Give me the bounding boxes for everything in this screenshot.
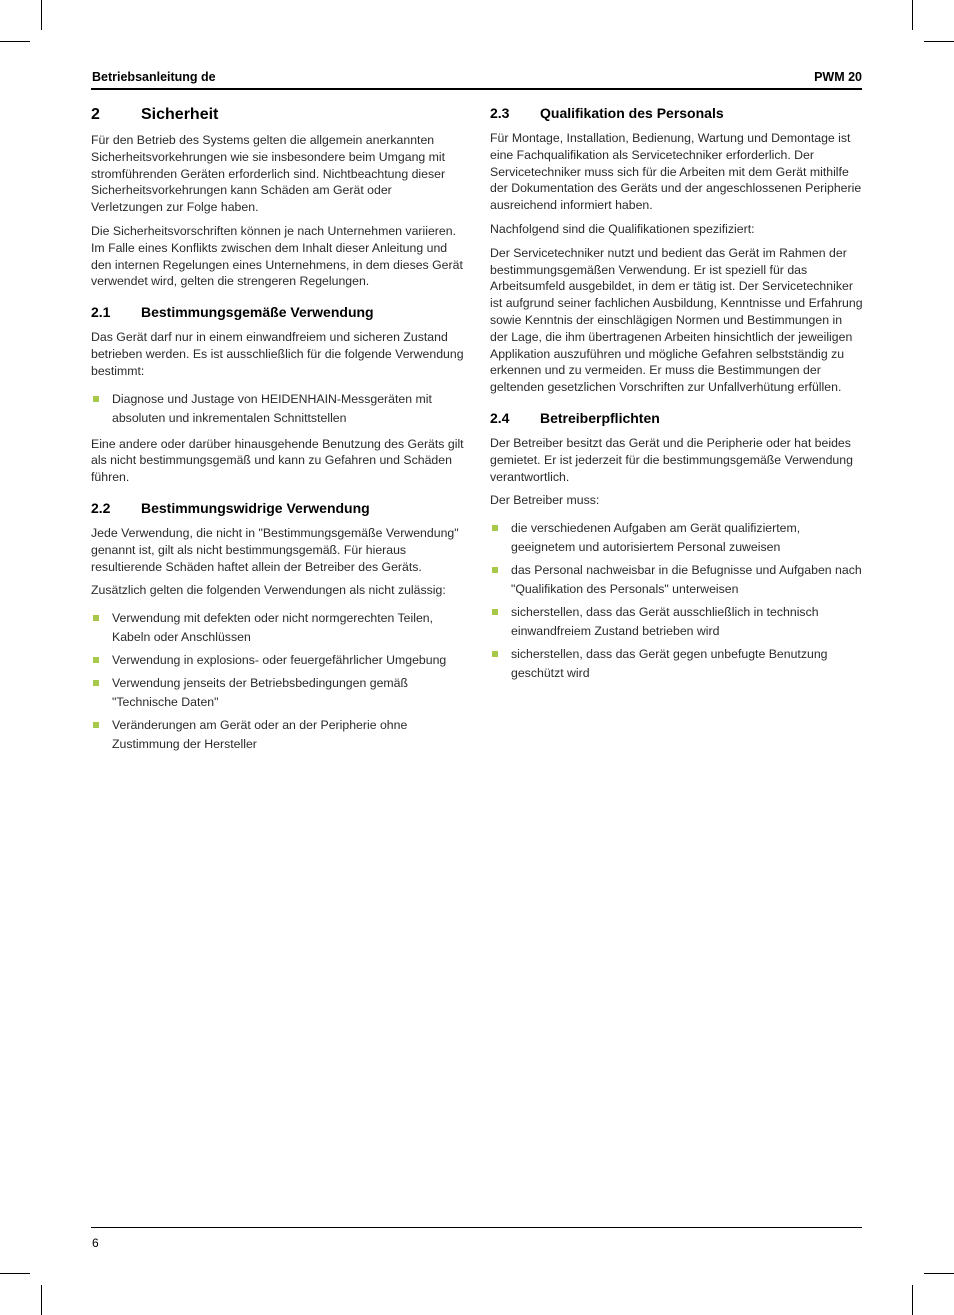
list-item: [91, 609, 465, 647]
bullet-square-icon: [93, 680, 99, 686]
list-item: [490, 645, 863, 683]
paragraph: Jede Verwendung, die nicht in "Bestimmungsgemäße Verwendung" genannt ist, gilt als nicht bestimmungsgemäß. Für hieraus resultierende Schäden haftet allein der Betreiber des Geräts.: [91, 525, 459, 574]
intro-paragraph: Für den Betrieb des Systems gelten die allgemein anerkannten Sicherheitsvorkehrungen wie sie insbesondere beim Umgang mit stromführenden Geräten erforderlich sind. Nichtbeachtung dieser Sicherheitsvorkehrungen kann Schäden am Gerät oder Verletzungen zur Folge haben.: [91, 133, 446, 215]
section-title: Qualifikation des Personals: [540, 105, 724, 121]
list-item: [91, 651, 465, 670]
bullet-square-icon: [93, 657, 99, 663]
list-item-text: das Personal nachweisbar in die Befugnisse und Aufgaben nach "Qualifikation des Personals" unterweisen: [511, 563, 862, 597]
chapter-heading: [91, 106, 465, 124]
bullet-square-icon: [492, 525, 498, 531]
section-heading-2-1: [91, 304, 465, 320]
list-item-text: sicherstellen, dass das Gerät gegen unbefugte Benutzung geschützt wird: [511, 647, 828, 681]
bullet-square-icon: [492, 609, 498, 615]
list-item-text: Verwendung in explosions- oder feuergefährlicher Umgebung: [112, 653, 447, 668]
list-item-text: die verschiedenen Aufgaben am Gerät qualifiziertem, geeignetem und autorisiertem Personal zuweisen: [511, 521, 801, 555]
chapter-number: 2: [91, 106, 100, 123]
page-footer: [91, 1227, 862, 1250]
bullet-list: [91, 390, 465, 428]
paragraph: Nachfolgend sind die Qualifikationen spezifiziert:: [490, 221, 755, 236]
section-number: 2.1: [91, 304, 111, 321]
section-title: Betreiberpflichten: [540, 409, 660, 426]
list-item-text: Diagnose und Justage von HEIDENHAIN-Messgeräten mit absoluten und inkrementalen Schnittstellen: [112, 391, 432, 425]
left-column: [91, 106, 465, 762]
page-number: 6: [92, 1236, 99, 1250]
bullet-list: [490, 519, 863, 683]
section-heading-2-3: [490, 105, 863, 121]
section-title: Bestimmungswidrige Verwendung: [141, 499, 370, 516]
bullet-list: [91, 609, 465, 754]
list-item: [91, 674, 465, 712]
paragraph: Eine andere oder darüber hinausgehende Benutzung des Geräts gilt als nicht bestimmungsgemäß und kann zu Gefahren und Schäden führen.: [91, 436, 464, 485]
list-item: [490, 561, 863, 599]
paragraph: Der Betreiber besitzt das Gerät und die Peripherie oder hat beides gemietet. Er ist jederzeit für die bestimmungsgemäße Verwendung verantwortlich.: [490, 435, 853, 484]
bullet-square-icon: [492, 651, 498, 657]
list-item-text: Verwendung mit defekten oder nicht normgerechten Teilen, Kabeln oder Anschlüssen: [112, 611, 434, 645]
paragraph: Der Servicetechniker nutzt und bedient das Gerät im Rahmen der bestimmungsgemäßen Verwendung. Er ist speziell für das Arbeitsumfeld ausgebildet, in dem er tätig ist. Der Servicetechniker ist aufgrund seiner fachlichen Ausbildung, Kenntnisse und Erfahrung sowie Kenntnis der einschlägigen Normen und Bestimmungen in der Lage, die ihm übertragenen Arbeiten hinsichtlich der jeweiligen Applikation auszuführen und mögliche Gefahren selbstständig zu erkennen und zu vermeiden. Er muss die Bestimmungen der geltenden gesetzlichen Vorschriften zur Unfallverhütung erfüllen.: [490, 245, 863, 395]
page-header: [91, 68, 862, 90]
paragraph: Das Gerät darf nur in einem einwandfreiem und sicheren Zustand betrieben werden. Es ist ausschließlich für die folgende Verwendung bestimmt:: [91, 330, 464, 378]
list-item-text: Verwendung jenseits der Betriebsbedingungen gemäß "Technische Daten": [112, 676, 409, 710]
list-item: [91, 390, 465, 428]
crop-mark: [924, 1273, 954, 1274]
crop-mark: [912, 0, 913, 30]
crop-mark: [0, 41, 30, 42]
crop-mark: [0, 1273, 30, 1274]
list-item-text: Veränderungen am Gerät oder an der Peripherie ohne Zustimmung der Hersteller: [112, 718, 408, 752]
crop-mark: [41, 0, 42, 30]
chapter-title: Sicherheit: [141, 106, 219, 123]
paragraph: Zusätzlich gelten die folgenden Verwendungen als nicht zulässig:: [91, 583, 446, 598]
list-item-text: sicherstellen, dass das Gerät ausschließlich in technisch einwandfreiem Zustand betrieben wird: [511, 605, 819, 639]
header-product-name: PWM 20: [814, 70, 862, 84]
section-heading-2-2: [91, 500, 465, 516]
header-doc-title: Betriebsanleitung de: [92, 70, 216, 84]
paragraph: Für Montage, Installation, Bedienung, Wartung und Demontage ist eine Fachqualifikation als Servicetechniker erforderlich. Der Servicetechniker muss sich für die Arbeiten mit dem Gerät mithilfe der Dokumentation des Geräts und der angeschlossenen Peripherie ausreichend informiert haben.: [490, 131, 862, 213]
section-title: Bestimmungsgemäße Verwendung: [141, 304, 374, 321]
list-item: [91, 716, 465, 754]
crop-mark: [924, 41, 954, 42]
bullet-square-icon: [492, 567, 498, 573]
crop-mark: [41, 1285, 42, 1315]
section-heading-2-4: [490, 410, 863, 426]
bullet-square-icon: [93, 396, 99, 402]
list-item: [490, 519, 863, 557]
crop-mark: [912, 1285, 913, 1315]
intro-paragraph: Die Sicherheitsvorschriften können je nach Unternehmen variieren. Im Falle eines Konflikts zwischen dem Inhalt dieser Anleitung und den internen Regelungen eines Unternehmens, in dem dieses Gerät verwendet wird, gelten die strengeren Regelungen.: [91, 223, 463, 289]
section-number: 2.2: [91, 499, 111, 516]
bullet-square-icon: [93, 722, 99, 728]
paragraph: Der Betreiber muss:: [490, 493, 600, 508]
right-column: [490, 105, 863, 691]
bullet-square-icon: [93, 615, 99, 621]
list-item: [490, 603, 863, 641]
section-number: 2.4: [490, 409, 510, 426]
section-number: 2.3: [490, 105, 510, 121]
